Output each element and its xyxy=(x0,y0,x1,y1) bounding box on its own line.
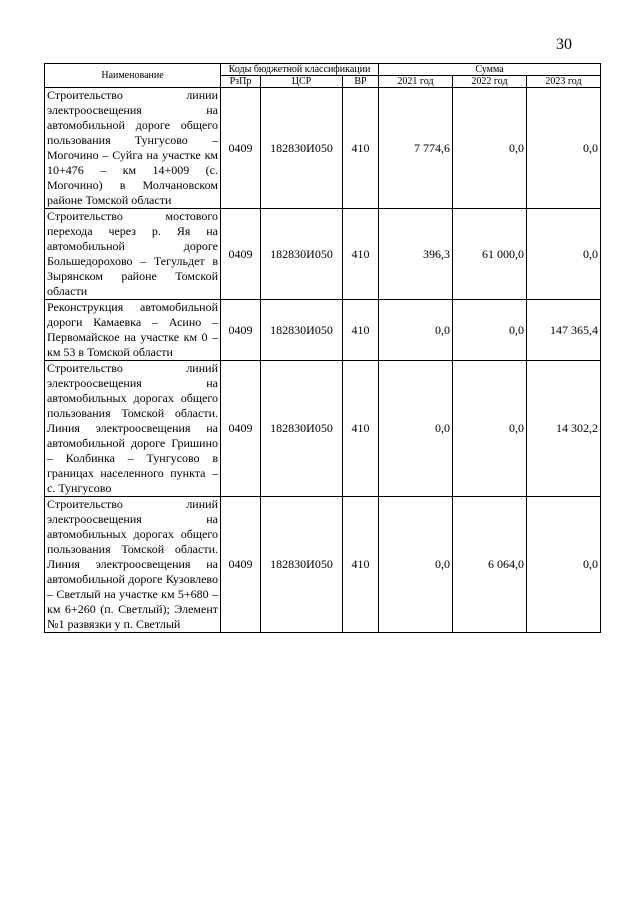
header-sum-group: Сумма xyxy=(379,64,601,76)
row-vr: 410 xyxy=(343,361,379,497)
table-row xyxy=(45,361,601,497)
row-name: Строительство линии электроосвещения на автомобильной дороге общего пользования Тунгусово – Могочино – Суйга на участке км 10+476 – км 14+009 (с. Могочино) в Молчановском районе Томской области xyxy=(45,88,221,209)
row-2021: 0,0 xyxy=(379,361,453,497)
header-csr: ЦСР xyxy=(261,76,343,88)
row-rzpr: 0409 xyxy=(221,497,261,633)
header-rzpr: РзПр xyxy=(221,76,261,88)
row-csr: 182830И050 xyxy=(261,497,343,633)
header-codes-group: Коды бюджетной классификации xyxy=(221,64,379,76)
row-rzpr: 0409 xyxy=(221,361,261,497)
header-2023: 2023 год xyxy=(527,76,601,88)
row-2022: 0,0 xyxy=(453,300,527,361)
row-2021: 0,0 xyxy=(379,497,453,633)
row-name: Строительство мостового перехода через р. Яя на автомобильной дороге Большедорохово – Тегульдет в Зырянском районе Томской области xyxy=(45,209,221,300)
header-2022: 2022 год xyxy=(453,76,527,88)
row-2023: 14 302,2 xyxy=(527,361,601,497)
row-vr: 410 xyxy=(343,497,379,633)
row-csr: 182830И050 xyxy=(261,209,343,300)
row-2022: 0,0 xyxy=(453,88,527,209)
row-name: Реконструкция автомобильной дороги Камаевка – Асино – Первомайское на участке км 0 – км 53 в Томской области xyxy=(45,300,221,361)
row-2022: 61 000,0 xyxy=(453,209,527,300)
page-number: 30 xyxy=(556,36,572,53)
row-2023: 0,0 xyxy=(527,88,601,209)
row-2022: 6 064,0 xyxy=(453,497,527,633)
row-2021: 0,0 xyxy=(379,300,453,361)
row-2023: 0,0 xyxy=(527,209,601,300)
row-2023: 147 365,4 xyxy=(527,300,601,361)
table-row xyxy=(45,497,601,633)
row-rzpr: 0409 xyxy=(221,209,261,300)
row-2023: 0,0 xyxy=(527,497,601,633)
row-2021: 7 774,6 xyxy=(379,88,453,209)
row-2021: 396,3 xyxy=(379,209,453,300)
header-name: Наименование xyxy=(45,64,221,88)
table-row xyxy=(45,300,601,361)
table-row xyxy=(45,88,601,209)
row-vr: 410 xyxy=(343,209,379,300)
row-vr: 410 xyxy=(343,300,379,361)
row-name: Строительство линий электроосвещения на автомобильных дорогах общего пользования Томской области. Линия электроосвещения на автомобильной дороге Кузовлево – Светлый на участке км 5+680 – км 6+260 (п. Светлый); Элемент №1 развязки у п. Светлый xyxy=(45,497,221,633)
row-csr: 182830И050 xyxy=(261,361,343,497)
header-row-1 xyxy=(45,64,601,76)
row-name: Строительство линий электроосвещения на автомобильных дорогах общего пользования Томской области. Линия электроосвещения на автомобильной дороге Гришино – Колбинка – Тунгусово в границах населенного пункта – с. Тунгусово xyxy=(45,361,221,497)
row-rzpr: 0409 xyxy=(221,88,261,209)
header-vr: ВР xyxy=(343,76,379,88)
table-row xyxy=(45,209,601,300)
row-csr: 182830И050 xyxy=(261,300,343,361)
row-rzpr: 0409 xyxy=(221,300,261,361)
row-vr: 410 xyxy=(343,88,379,209)
budget-table xyxy=(44,63,601,633)
row-csr: 182830И050 xyxy=(261,88,343,209)
header-2021: 2021 год xyxy=(379,76,453,88)
row-2022: 0,0 xyxy=(453,361,527,497)
